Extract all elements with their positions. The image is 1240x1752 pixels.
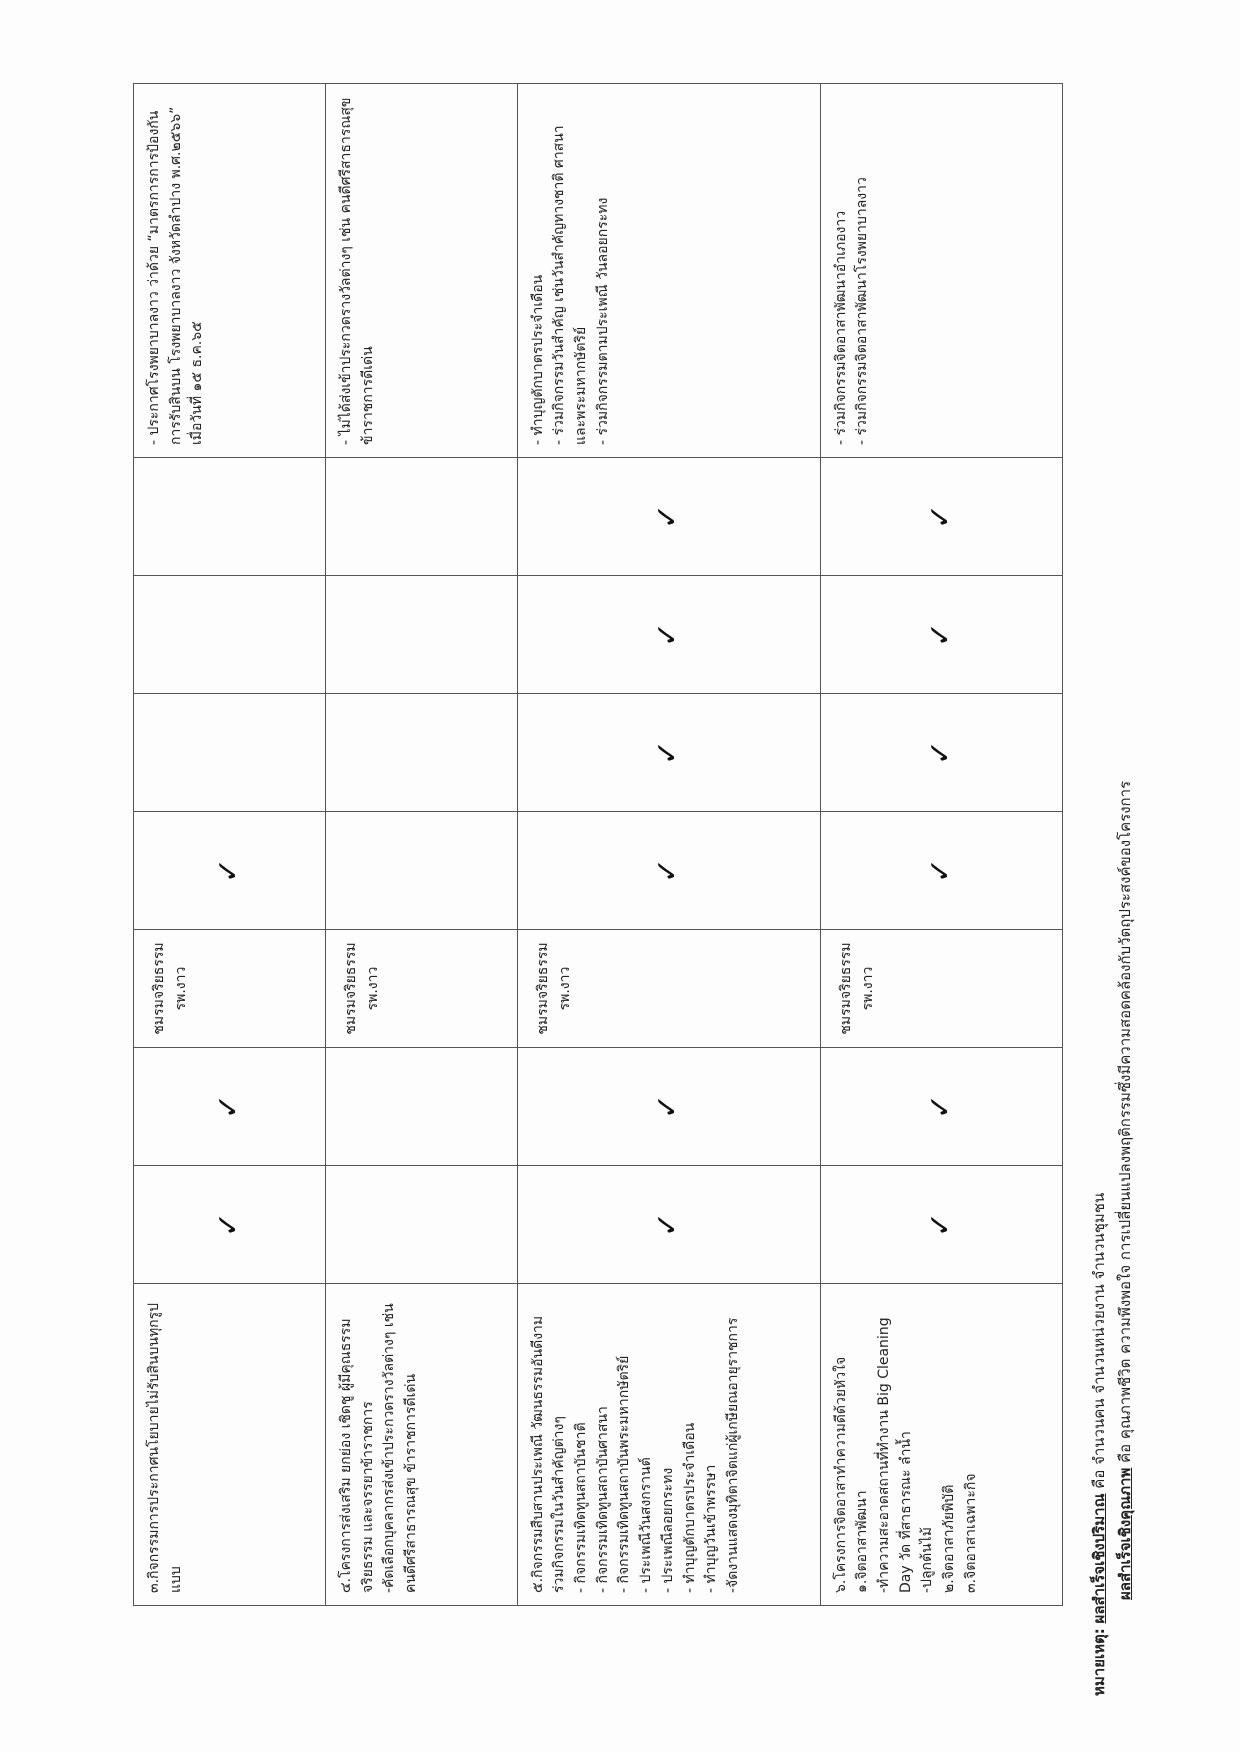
activity-line: -ปลูกต้นไม้ bbox=[919, 1527, 936, 1593]
result-line: - ทำบุญตักบาตรประจำเดือน bbox=[529, 274, 546, 445]
activity-line: - ประเพณีวันสงกรานต์ bbox=[638, 1457, 655, 1593]
result-cell bbox=[325, 84, 517, 458]
activity-line: -ทำความสะอาดสถานที่ทำงาน Big Cleaning Day วัด ที่สาธารณะ ลำน้ำ bbox=[875, 1317, 914, 1593]
check-mark-cell: ✓ bbox=[820, 1166, 1062, 1284]
activity-line: ๖.โครงการจิตอาสาทำความดีด้วยหัวใจ bbox=[832, 1356, 849, 1593]
check-mark-cell: ✓ bbox=[134, 812, 326, 930]
check-mark-cell bbox=[325, 576, 517, 694]
responsible-line: ชมรมจริยธรรม bbox=[342, 942, 359, 1035]
check-mark-cell bbox=[325, 812, 517, 930]
responsible-line: รพ.งาว bbox=[557, 966, 574, 1011]
activity-table bbox=[133, 83, 1063, 1606]
check-mark-cell: ✓ bbox=[134, 1166, 326, 1284]
check-mark-cell bbox=[134, 458, 326, 576]
responsible-line: ชมรมจริยธรรม bbox=[534, 942, 551, 1035]
check-mark-cell bbox=[325, 458, 517, 576]
check-mark-cell: ✓ bbox=[517, 1166, 820, 1284]
responsible-cell bbox=[134, 930, 326, 1048]
check-mark-cell: ✓ bbox=[517, 1048, 820, 1166]
activity-cell bbox=[820, 1284, 1062, 1606]
activity-line: - ทำบุญตักบาตรประจำเดือน bbox=[681, 1422, 698, 1593]
activity-line: -คัดเลือกบุคลากรส่งเข้าประกวดรางวัลต่างๆ เช่น คนดีศรีสาธารณสุข ข้าราชการดีเด่น bbox=[381, 1303, 419, 1593]
check-mark-cell: ✓ bbox=[517, 812, 820, 930]
check-mark-cell: ✓ bbox=[134, 1048, 326, 1166]
check-mark-cell: ✓ bbox=[517, 576, 820, 694]
activity-line: ๓.จิตอาสาเฉพาะกิจ bbox=[962, 1473, 979, 1593]
check-mark-cell bbox=[325, 1166, 517, 1284]
table-row bbox=[325, 84, 517, 1606]
activity-cell bbox=[517, 1284, 820, 1606]
check-mark-cell: ✓ bbox=[820, 458, 1062, 576]
activity-line: - กิจกรรมเทิดทูนสถาบันศาสนา bbox=[594, 1406, 611, 1593]
responsible-cell bbox=[517, 930, 820, 1048]
note-quantitative bbox=[1086, 96, 1112, 1696]
responsible-line: ชมรมจริยธรรม bbox=[151, 942, 167, 1035]
check-mark-cell: ✓ bbox=[517, 458, 820, 576]
activity-line: - กิจกรรมเทิดทูนสถาบันพระมหากษัตริย์ bbox=[616, 1355, 633, 1593]
activity-line: ๒.จิตอาสาภัยพิบัติ bbox=[941, 1484, 958, 1593]
activity-line: ๔.โครงการส่งเสริม ยกย่อง เชิดชู ผู้มีคุณธรรม จริยธรรม และจรรยาข้าราชการ bbox=[337, 1318, 376, 1593]
check-mark-cell: ✓ bbox=[820, 812, 1062, 930]
result-cell bbox=[820, 84, 1062, 458]
result-cell bbox=[134, 84, 326, 458]
check-mark-cell bbox=[134, 694, 326, 812]
check-mark-cell: ✓ bbox=[820, 1048, 1062, 1166]
result-line: - ร่วมกิจกรรมตามประเพณี วันลอยกระทง bbox=[594, 197, 611, 445]
activity-line: ๕.กิจกรรมสืบสานประเพณี วัฒนธรรมอันดีงาม ร่วมกิจกรรมในวันสำคัญต่างๆ bbox=[529, 1315, 568, 1593]
responsible-line: รพ.งาว bbox=[365, 966, 382, 1011]
table-row bbox=[134, 84, 326, 1606]
qualitative-definition: คือ คุณภาพชีวิต ความพึงพอใจ การเปลี่ยนแปลงพฤติกรรมซึ่งมีความสอดคล้องกับวัตถุประสงค์ของโครงการ bbox=[1116, 780, 1135, 1463]
responsible-cell bbox=[325, 930, 517, 1048]
note-qualitative bbox=[1112, 96, 1138, 1696]
responsible-line: รพ.งาว bbox=[860, 966, 876, 1011]
table-row bbox=[517, 84, 820, 1606]
activity-line: - ทำบุญวันเข้าพรรษา bbox=[703, 1464, 720, 1593]
result-cell bbox=[517, 84, 820, 458]
result-line: - ร่วมกิจกรรมจิตอาสาพัฒนาอำเภองาว bbox=[832, 210, 849, 445]
check-mark-cell bbox=[325, 694, 517, 812]
check-mark-cell bbox=[325, 1048, 517, 1166]
check-mark-cell: ✓ bbox=[820, 576, 1062, 694]
check-mark-cell: ✓ bbox=[820, 694, 1062, 812]
activity-cell bbox=[134, 1284, 326, 1606]
activity-line: - ประเพณีลอยกระทง bbox=[659, 1467, 676, 1593]
responsible-line: รพ.งาว bbox=[173, 966, 190, 1011]
responsible-line: ชมรมจริยธรรม bbox=[837, 942, 854, 1035]
check-mark-cell bbox=[134, 576, 326, 694]
quantitative-definition: คือ จำนวนคน จำนวนหน่วยงาน จำนวนชุมชน bbox=[1090, 1192, 1108, 1489]
activity-cell bbox=[325, 1284, 517, 1606]
notes bbox=[1086, 96, 1139, 1696]
table-row bbox=[820, 84, 1062, 1606]
activity-line: ๑.จิตอาสาพัฒนา bbox=[854, 1490, 871, 1593]
result-line: - ร่วมกิจกรรมจิตอาสาพัฒนาโรงพยาบาลงาว bbox=[854, 177, 871, 445]
quantitative-term: ผลสำเร็จเชิงปริมาณ bbox=[1090, 1493, 1108, 1624]
result-line: - ไม่ได้ส่งเข้าประกวดรางวัลต่างๆ เช่น คนดีศรีสาธารณสุข ข้าราชการดีเด่น bbox=[337, 97, 376, 445]
check-mark-cell: ✓ bbox=[517, 694, 820, 812]
result-line: - ร่วมกิจกรรมวันสำคัญ เช่นวันสำคัญทางชาติ ศาสนา และพระมหากษัตริย์ bbox=[551, 125, 590, 445]
activity-line: ๓.กิจกรรมการประกาศนโยบายไม่รับสินบนทุกรูปแบบ bbox=[146, 1302, 184, 1593]
qualitative-term: ผลสำเร็จเชิงคุณภาพ bbox=[1116, 1467, 1135, 1600]
activity-line: - กิจกรรมเทิดทูนสถาบันชาติ bbox=[573, 1422, 590, 1593]
responsible-cell bbox=[820, 930, 1062, 1048]
result-line: - ประกาศโรงพยาบาลงาว ว่าด้วย “มาตรการการป้องกันการรับสินบน โรงพยาบาลงาว จังหวัดลำปาง พ.ศ.๒๕๖๖” เมื่อวันที่ ๑๕ ธ.ค.๖๕ bbox=[146, 106, 206, 445]
note-label: หมายเหตุ: bbox=[1090, 1628, 1108, 1696]
activity-line: -จัดงานแสดงมุทิตาจิตแก่ผู้เกษียณอายุราชการ bbox=[724, 1317, 741, 1593]
